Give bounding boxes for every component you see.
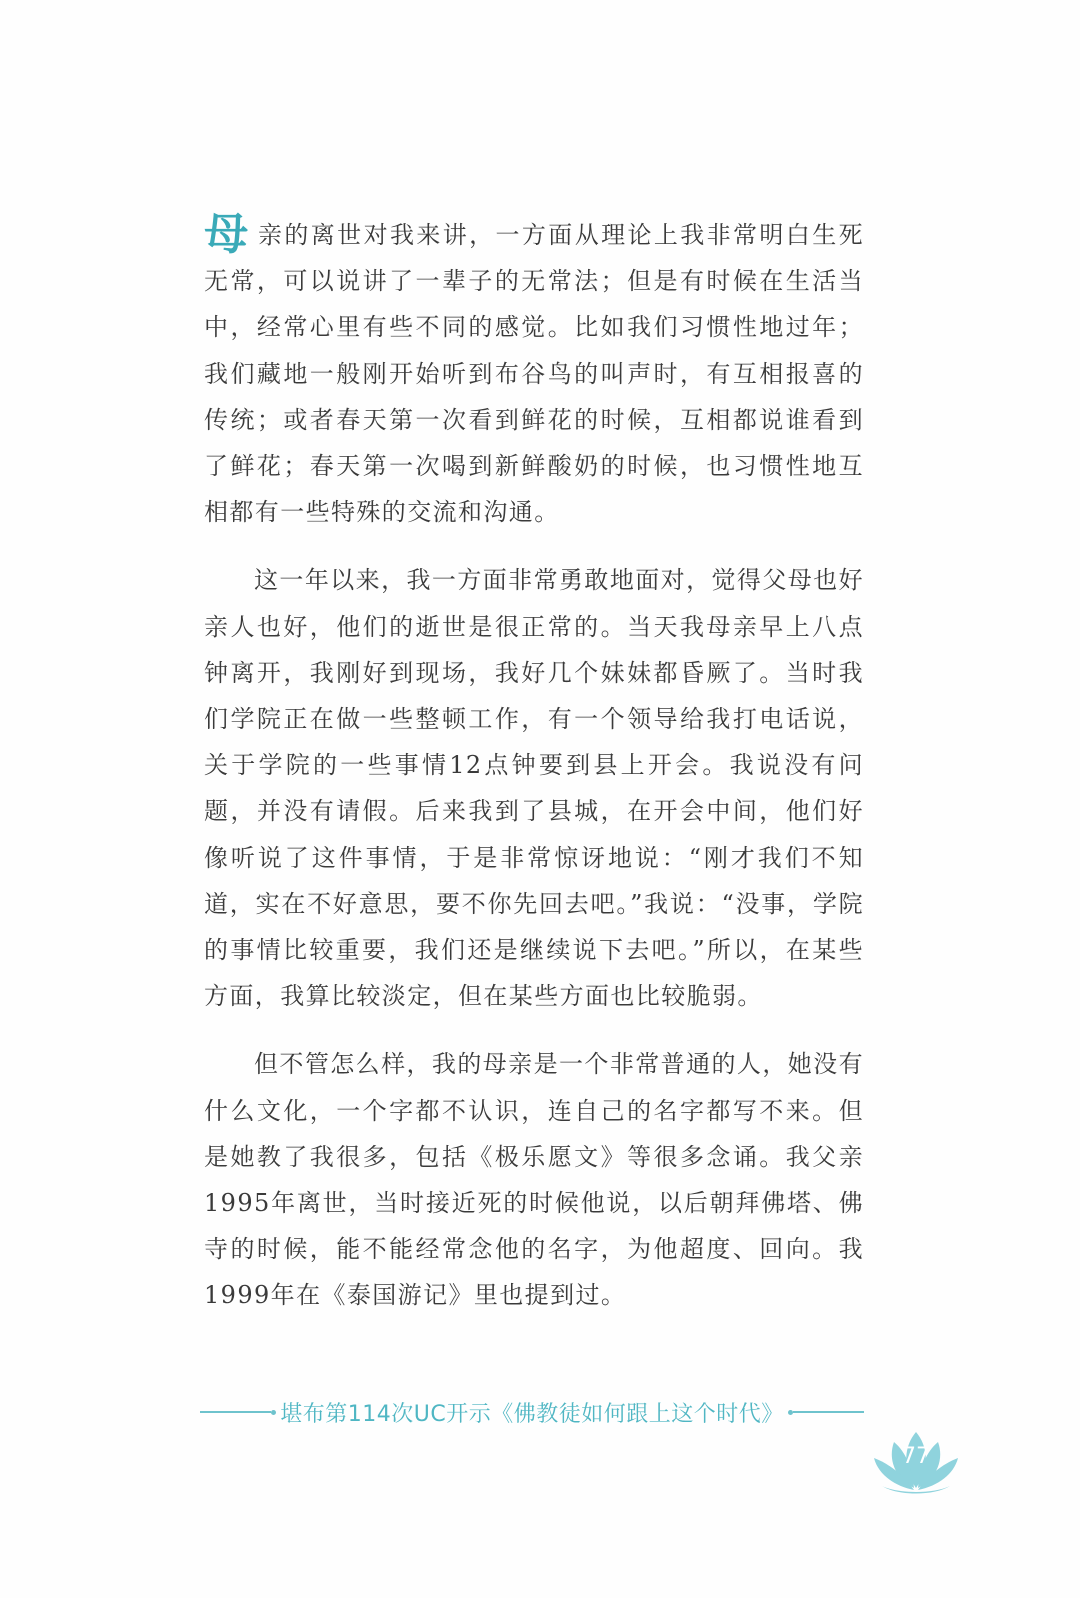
body-text <box>204 209 864 1319</box>
paragraph-2: 这一年以来，我一方面非常勇敢地面对，觉得父母也好亲人也好，他们的逝世是很正常的。当天我母亲早上八点钟离开，我刚好到现场，我好几个妹妹都昏厥了。当时我们学院正在做一些整顿工作，有一个领导给我打电话说，关于学院的一些事情12点钟要到县上开会。我说没有问题，并没有请假。后来我到了县城，在开会中间，他们好像听说了这件事情，于是非常惊讶地说：“刚才我们不知道，实在不好意思，要不你先回去吧。”我说：“没事，学院的事情比较重要，我们还是继续说下去吧。”所以，在某些方面，我算比较淡定，但在某些方面也比较脆弱。 <box>204 566 864 1011</box>
source-footer <box>200 1392 864 1432</box>
footer-source-text: 堪布第114次UC开示《佛教徒如何跟上这个时代》 <box>280 1401 784 1427</box>
page-number: 77 <box>902 1444 930 1469</box>
drop-cap: 母 <box>204 209 250 260</box>
paragraph-1-text: 亲的离世对我来讲，一方面从理论上我非常明白生死无常，可以说讲了一辈子的无常法；但是有时候在生活当中，经常心里有些不同的感觉。比如我们习惯性地过年；我们藏地一般刚开始听到布谷鸟的叫声时，有互相报喜的传统；或者春天第一次看到鲜花的时候，互相都说谁看到了鲜花；春天第一次喝到新鲜酸奶的时候，也习惯性地互相都有一些特殊的交流和沟通。 <box>204 221 864 527</box>
page-number-badge <box>868 1428 964 1498</box>
footer-rule-right <box>793 1411 864 1413</box>
paragraph-1 <box>204 209 864 535</box>
footer-rule-left <box>200 1411 271 1413</box>
paragraph-3: 但不管怎么样，我的母亲是一个非常普通的人，她没有什么文化，一个字都不认识，连自己的名字都写不来。但是她教了我很多，包括《极乐愿文》等很多念诵。我父亲1995年离世，当时接近死的时候他说，以后朝拜佛塔、佛寺的时候，能不能经常念他的名字，为他超度、回向。我1999年在《泰国游记》里也提到过。 <box>204 1050 864 1310</box>
